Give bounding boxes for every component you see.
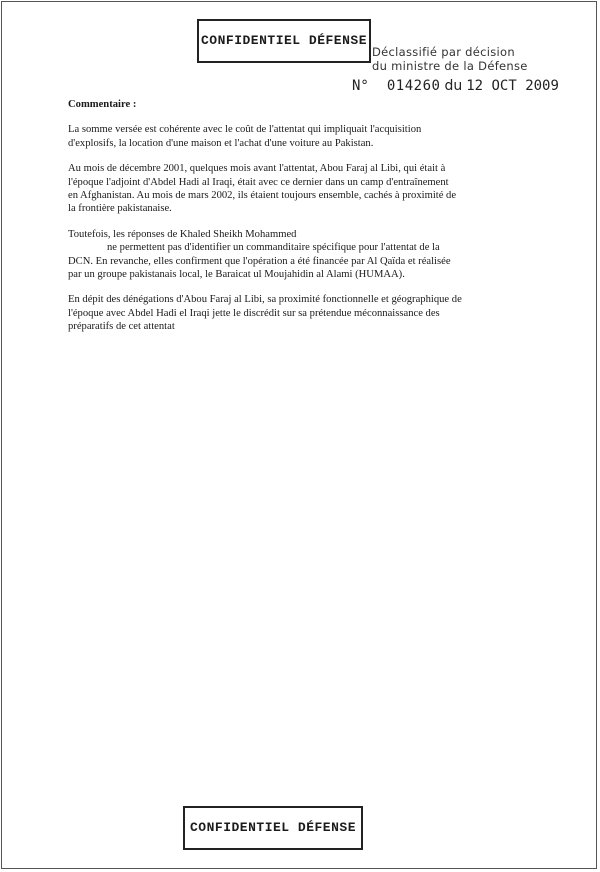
text-line: La somme versée est cohérente avec le coût de l'attentat qui impliquait l'acquisition [68, 124, 422, 136]
classification-stamp-bottom: CONFIDENTIEL DÉFENSE [183, 806, 363, 850]
text-line: DCN. En revanche, elles confirment que l'opération a été financée par Al Qaïda et réalisée [68, 255, 451, 267]
text-line: d'explosifs, la location d'une maison et l'achat d'une voiture au Pakistan. [68, 137, 374, 149]
paragraph [68, 162, 540, 216]
date-prefix: du [444, 78, 463, 94]
declassification-line-1: Déclassifié par décision [372, 45, 515, 59]
text-line: l'époque avec Abdel Hadi el Iraqi jette le discrédit sur sa prétendue méconnaissance des [68, 307, 440, 319]
declassification-number [352, 78, 559, 94]
text-line: en Afghanistan. Au mois de mars 2002, ils étaient toujours ensemble, cachés à proximité de [68, 190, 457, 202]
declassification-line-2: du ministre de la Défense [372, 59, 528, 73]
document-body [68, 98, 540, 346]
declassification-stamp [372, 45, 528, 73]
text-line: préparatifs de cet attentat [68, 321, 175, 333]
section-heading: Commentaire : [68, 99, 137, 110]
number-value: 014260 [386, 78, 441, 94]
text-line: ne permettent pas d'identifier un commanditaire spécifique pour l'attentat de la [107, 242, 440, 254]
paragraph [68, 293, 540, 333]
text-line: par un groupe pakistanais local, le Baraicat ul Moujahidin al Alami (HUMAA). [68, 269, 405, 281]
text-line: En dépit des dénégations d'Abou Faraj al Libi, sa proximité fonctionnelle et géographique de [68, 294, 462, 306]
number-label: N° [352, 78, 369, 94]
paragraph [68, 123, 540, 150]
paragraph [68, 228, 540, 282]
text-line: Toutefois, les réponses de Khaled Sheikh Mohammed [68, 228, 297, 240]
text-line: Au mois de décembre 2001, quelques mois avant l'attentat, Abou Faraj al Libi, qui était à [68, 163, 446, 175]
declassification-date: 12 OCT 2009 [466, 78, 559, 94]
text-line: l'époque l'adjoint d'Abdel Hadi al Iraqi, était avec ce dernier dans un camp d'entraînement [68, 176, 449, 188]
classification-stamp-top: CONFIDENTIEL DÉFENSE [197, 19, 371, 63]
text-line: la frontière pakistanaise. [68, 203, 172, 215]
